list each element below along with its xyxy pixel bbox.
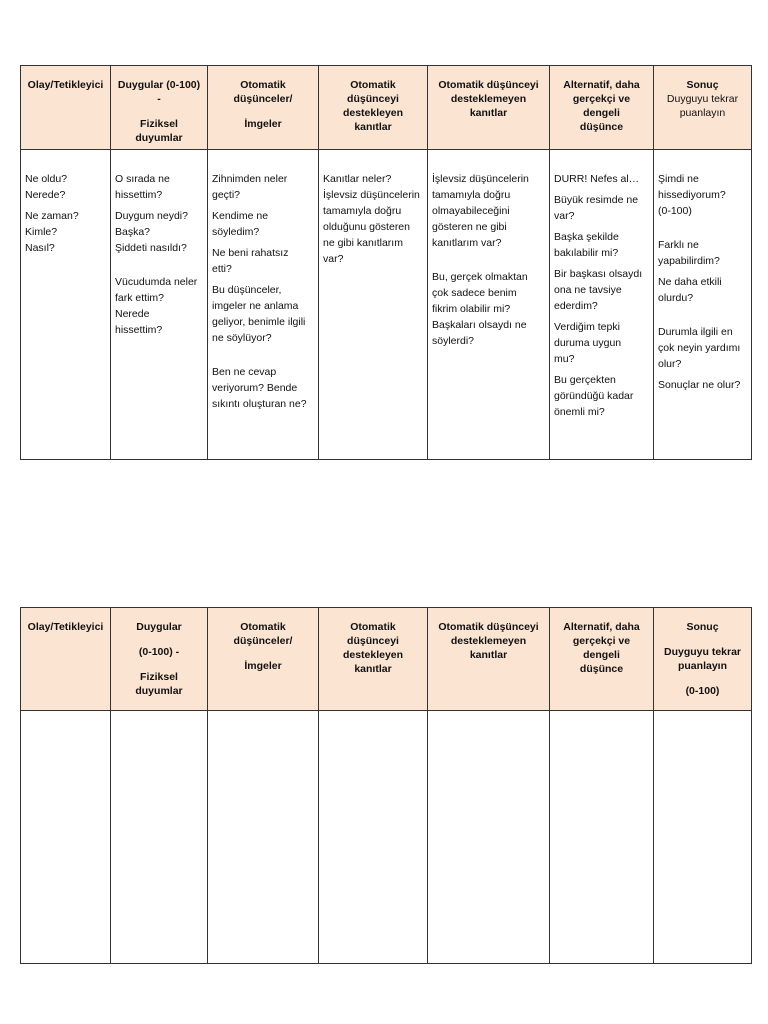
header-supporting-evidence: Otomatik düşünceyi destekleyen kanıtlar [319,66,428,150]
blank-cell-emotions [111,711,208,964]
header-outcome: Sonuç Duyguyu tekrar puanlayın [654,66,752,150]
blank-cell-outcome [654,711,752,964]
blank-cell-supporting-evidence [319,711,428,964]
blank-cell-non-supporting-evidence [428,711,550,964]
blank-cell-alternative-thought [550,711,654,964]
header-alternative-thought: Alternatif, daha gerçekçi ve dengeli düşünce [550,608,654,711]
blank-entry-row [21,711,752,964]
header-event-trigger: Olay/Tetikleyici [21,66,111,150]
header-non-supporting-evidence: Otomatik düşünceyi desteklemeyen kanıtlar [428,608,550,711]
header-outcome: Sonuç Duyguyu tekrar puanlayın (0-100) [654,608,752,711]
header-alternative-thought: Alternatif, daha gerçekçi ve dengeli düşünce [550,66,654,150]
cell-non-supporting-evidence: İşlevsiz düşüncelerin tamamıyla doğru olmayabileceğini gösteren ne gibi kanıtlarım var? Bu, gerçek olmaktan çok sadece benim fikrim olabilir mi? Başkaları olsaydı ne söylerdi? [428,150,550,460]
header-row [21,66,752,150]
header-event-trigger: Olay/Tetikleyici [21,608,111,711]
header-row [21,608,752,711]
cell-outcome: Şimdi ne hissediyorum? (0-100) Farklı ne yapabilirdim? Ne daha etkili olurdu? Durumla ilgili en çok neyin yardımı olur? Sonuçlar ne olur? [654,150,752,460]
blank-cell-event-trigger [21,711,111,964]
cell-automatic-thoughts: Zihnimden neler geçti? Kendime ne söyledim? Ne beni rahatsız etti? Bu düşünceler, imgeler ne anlama geliyor, benimle ilgili ne söylüyor? Ben ne cevap veriyorum? Bende sıkıntı oluşturan ne? [208,150,319,460]
cell-event-trigger: Ne oldu? Nerede? Ne zaman? Kimle? Nasıl? [21,150,111,460]
header-automatic-thoughts: Otomatik düşünceler/ İmgeler [208,608,319,711]
header-emotions: Duygular (0-100) - Fiziksel duyumlar [111,66,208,150]
cell-supporting-evidence: Kanıtlar neler? İşlevsiz düşüncelerin tamamıyla doğru olduğunu gösteren ne gibi kanıtlarım var? [319,150,428,460]
header-emotions: Duygular (0-100) - Fiziksel duyumlar [111,608,208,711]
header-supporting-evidence: Otomatik düşünceyi destekleyen kanıtlar [319,608,428,711]
cell-emotions: O sırada ne hissettim? Duygum neydi? Başka? Şiddeti nasıldı? Vücudumda neler fark ettim? Nerede hissettim? [111,150,208,460]
blank-cell-automatic-thoughts [208,711,319,964]
header-automatic-thoughts: Otomatik düşünceler/ İmgeler [208,66,319,150]
cell-alternative-thought: DURR! Nefes al… Büyük resimde ne var? Başka şekilde bakılabilir mi? Bir başkası olsaydı ona ne tavsiye ederdim? Verdiğim tepki duruma uygun mu? Bu gerçekten göründüğü kadar önemli mi? [550,150,654,460]
example-row [21,150,752,460]
thought-record-blank-table [20,607,752,964]
thought-record-example-table [20,65,752,460]
header-non-supporting-evidence: Otomatik düşünceyi desteklemeyen kanıtlar [428,66,550,150]
